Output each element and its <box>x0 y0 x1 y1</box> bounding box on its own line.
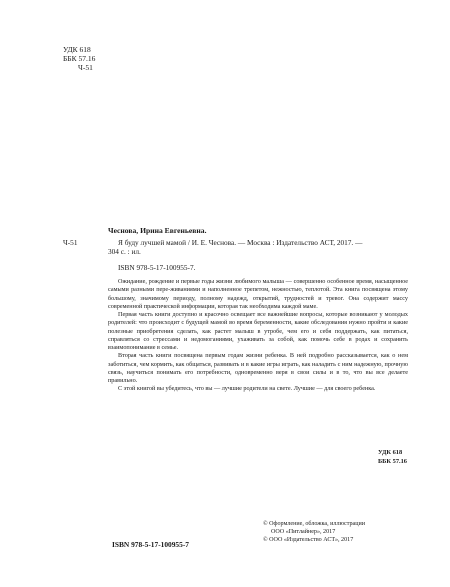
udk-code: УДК 618 <box>63 45 91 54</box>
bbk-code: ББК 57.16 <box>63 54 96 63</box>
classification-codes-top <box>63 45 95 72</box>
cutter-code: Ч-51 <box>78 63 93 72</box>
annotation-paragraph-2: Первая часть книги доступно и красочно освещает все важнейшие вопросы, которые возникают у молодых родителей: что происходит с будущей мамой во время беременности, какие обследования нужно пройти и какие полезные приобретения сделать, как растет малыш в утробе, чем его и себя поддержать, как питаться, справляться со стрессами и недомоганиями, ухаживать за собой, как помочь себе в родах и сохранить взаимопонимание в семье. <box>108 311 408 351</box>
title-line-2: 304 с. : ил. <box>108 247 141 257</box>
record-isbn: ISBN 978-5-17-100955-7. <box>118 263 196 272</box>
annotation-paragraph-4: С этой книгой вы убедитесь, что вы — лучшие родители на свете. Лучшие — для своего ребенка. <box>118 385 376 393</box>
annotation-paragraph-1: Ожидание, рождение и первые годы жизни любимого малыша — совершенно особенное время, насыщенное самыми разными пере-живаниями и наполненное трепетом, нежностью, теплотой. Эта книга посвящена этому большому, значимому периоду, полному надежд, открытий, трудностей и тревог. Она содержит массу современной практической информации, которая так необходима каждой маме. <box>108 278 408 310</box>
copyright-publisher: © ООО «Издательство АСТ», 2017 <box>263 537 354 544</box>
title-statement <box>108 238 408 256</box>
bbk-code-right: ББК 57.16 <box>377 457 407 465</box>
copyright-block <box>263 520 413 545</box>
footer-isbn: ISBN 978-5-17-100955-7 <box>112 540 189 549</box>
annotation-paragraph-3: Вторая часть книги посвящена первым годам жизни ребенка. В ней подробно рассказывается, как о нем заботиться, чем кормить, как общаться, развивать и в какие игры играть, как наладить с ним надежную, прочную связь, научиться понимать его потребности, одновременно веря в свои силы и в то, что вы все делаете правильно. <box>108 352 408 384</box>
copyright-design-holder: ООО «Питлайнер», 2017 <box>271 529 336 536</box>
copyright-design: © Оформление, обложка, иллюстрации <box>263 521 366 527</box>
record-cutter-code: Ч-51 <box>63 238 78 247</box>
title-line-1: Я буду лучшей мамой / И. Е. Чеснова. — Москва : Издательство АСТ, 2017. — <box>118 238 363 247</box>
udk-code-right: УДК 618 <box>377 449 403 456</box>
book-annotation <box>108 278 408 394</box>
author-name: Чеснова, Ирина Евгеньевна. <box>108 226 207 235</box>
classification-codes-right <box>378 449 407 466</box>
